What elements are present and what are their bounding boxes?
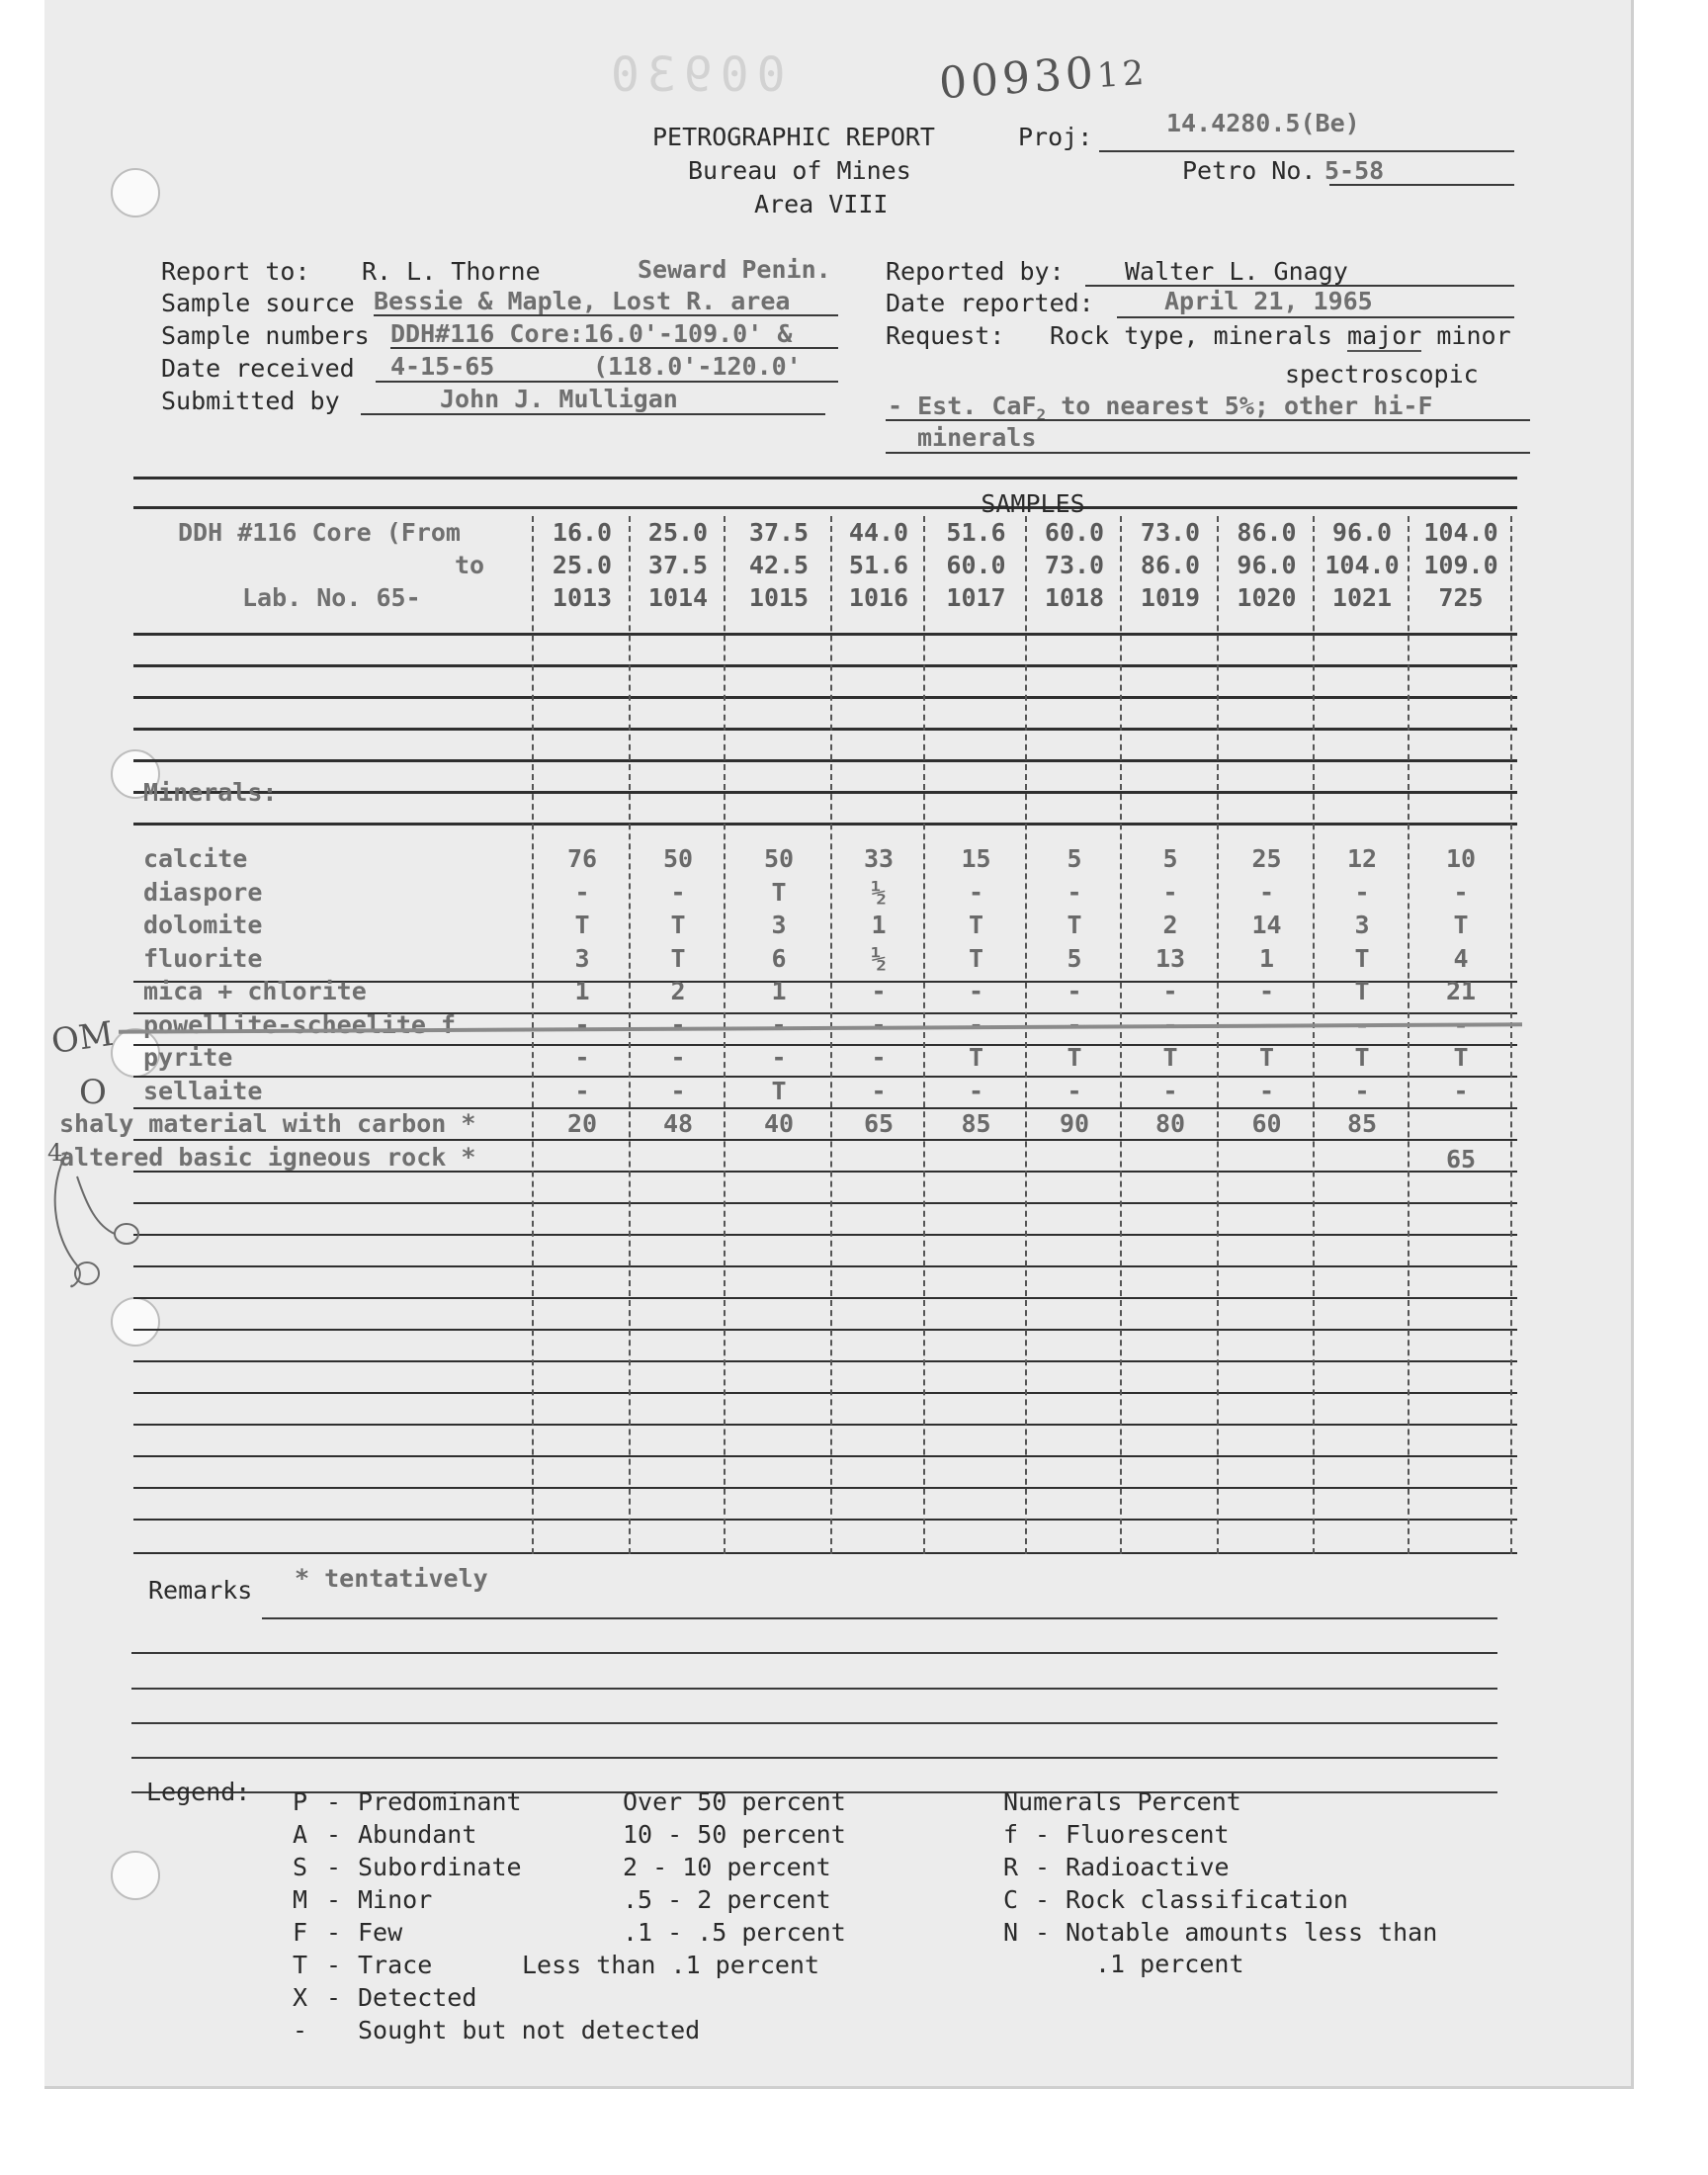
mineral-value: - bbox=[670, 877, 686, 907]
table-rule bbox=[133, 791, 1517, 794]
legend-dash: - bbox=[326, 1885, 342, 1914]
legend-right-code: C bbox=[1003, 1885, 1019, 1914]
mineral-value: 1 bbox=[574, 977, 590, 1005]
mineral-value: - bbox=[968, 1009, 984, 1039]
report-title: PETROGRAPHIC REPORT bbox=[652, 123, 935, 151]
remarks-line bbox=[131, 1688, 1497, 1690]
mineral-value: - bbox=[1453, 1009, 1469, 1039]
mineral-value: T bbox=[670, 911, 686, 939]
proj-label: Proj: bbox=[1018, 123, 1093, 151]
sample-lab-number: 1016 bbox=[848, 583, 909, 612]
table-rule bbox=[133, 1329, 1517, 1331]
mineral-value: T bbox=[574, 911, 590, 939]
table-rule bbox=[133, 1487, 1517, 1489]
request-note-part2: to nearest 5%; other hi-F bbox=[1046, 392, 1433, 420]
table-rule bbox=[133, 1202, 1517, 1204]
report-subtitle-bureau: Bureau of Mines bbox=[688, 156, 911, 185]
mineral-value: T bbox=[1162, 1043, 1178, 1072]
request-note-part1: - Est. CaF bbox=[888, 392, 1037, 420]
mineral-value: 14 bbox=[1251, 911, 1282, 939]
request-note-subscript: 2 bbox=[1036, 405, 1047, 424]
minerals-heading: Minerals: bbox=[143, 778, 278, 807]
submitted-by-label: Submitted by bbox=[161, 387, 340, 415]
mineral-value: - bbox=[1162, 1009, 1178, 1039]
mineral-value: T bbox=[771, 877, 787, 907]
legend-dash: - bbox=[326, 1853, 342, 1881]
sample-to-depth: 51.6 bbox=[848, 551, 909, 579]
date-received-range: (118.0'-120.0' bbox=[593, 352, 802, 381]
mineral-value: - bbox=[1162, 977, 1178, 1005]
sample-lab-number: 1020 bbox=[1237, 583, 1297, 612]
remarks-value: * tentatively bbox=[295, 1564, 488, 1593]
sample-from-depth: 51.6 bbox=[946, 518, 1006, 547]
doc-number-suffix: 12 bbox=[1095, 52, 1150, 97]
mineral-value: - bbox=[1162, 1076, 1178, 1105]
sample-numbers-underline bbox=[390, 347, 838, 349]
sample-to-depth: 60.0 bbox=[946, 551, 1006, 579]
legend-range: Less than .1 percent bbox=[522, 1951, 820, 1979]
mineral-value: 15 bbox=[961, 844, 991, 873]
mineral-value: 65 bbox=[863, 1109, 895, 1138]
date-received-underline bbox=[376, 381, 838, 383]
legend-dash: - bbox=[326, 1983, 342, 2012]
sample-source-label: Sample source bbox=[161, 289, 355, 317]
legend-code: A bbox=[293, 1820, 308, 1849]
sample-to-depth: 42.5 bbox=[748, 551, 810, 579]
report-to-label: Report to: bbox=[161, 257, 310, 286]
legend-right-name: Notable amounts less than bbox=[1066, 1918, 1438, 1947]
mineral-value: - bbox=[1067, 977, 1082, 1005]
mineral-value: - bbox=[574, 1009, 590, 1039]
table-rule bbox=[133, 1297, 1517, 1299]
table-rule bbox=[133, 1552, 1517, 1554]
legend-label: Legend: bbox=[146, 1778, 251, 1806]
mineral-value: 5 bbox=[1067, 943, 1082, 973]
legend-right-title: Numerals Percent bbox=[1003, 1787, 1241, 1816]
report-to-region: Seward Penin. bbox=[638, 255, 831, 284]
proj-underline bbox=[1099, 150, 1514, 152]
legend-code: F bbox=[293, 1918, 308, 1947]
reported-by-value: Walter L. Gnagy bbox=[1125, 257, 1348, 286]
mineral-value: - bbox=[1258, 977, 1275, 1005]
table-rule bbox=[133, 1265, 1517, 1267]
request-text-main: Rock type, minerals bbox=[1050, 321, 1332, 350]
mineral-value: ½ bbox=[871, 877, 887, 907]
sample-from-depth: 60.0 bbox=[1044, 518, 1105, 547]
mineral-name: pyrite bbox=[143, 1043, 233, 1072]
mineral-value: T bbox=[1453, 911, 1469, 939]
mineral-value: 60 bbox=[1251, 1109, 1282, 1138]
mineral-value: 1 bbox=[1258, 943, 1275, 973]
mineral-value: 80 bbox=[1154, 1109, 1186, 1138]
margin-note-4: 4 bbox=[47, 1139, 63, 1167]
mineral-value: - bbox=[1258, 1076, 1275, 1105]
date-received-label: Date received bbox=[161, 354, 355, 383]
mineral-value: 40 bbox=[763, 1109, 795, 1138]
mineral-value: 3 bbox=[1354, 911, 1370, 939]
sample-from-depth: 96.0 bbox=[1331, 518, 1393, 547]
mineral-value: - bbox=[1258, 877, 1275, 907]
doc-number-digits: 00930 bbox=[937, 47, 1099, 110]
mineral-value: - bbox=[968, 977, 984, 1005]
table-rule bbox=[133, 664, 1517, 667]
mineral-value: 6 bbox=[771, 943, 787, 973]
proj-value: 14.4280.5(Be) bbox=[1166, 109, 1360, 137]
mineral-name: shaly material with carbon * bbox=[59, 1109, 476, 1138]
legend-dash: - bbox=[326, 1918, 342, 1947]
date-reported-underline bbox=[1117, 316, 1514, 318]
sample-from-depth: 73.0 bbox=[1140, 518, 1201, 547]
mineral-value: T bbox=[1067, 911, 1082, 939]
remarks-line bbox=[131, 1722, 1497, 1724]
mineral-value: 12 bbox=[1346, 844, 1378, 873]
sample-to-depth: 25.0 bbox=[552, 551, 613, 579]
mineral-name: dolomite bbox=[143, 911, 263, 939]
legend-right-code: f bbox=[1003, 1820, 1019, 1849]
table-rule bbox=[133, 696, 1517, 699]
sample-to-depth: 86.0 bbox=[1140, 551, 1201, 579]
legend-dash: - bbox=[1035, 1853, 1051, 1881]
sample-to-depth: 73.0 bbox=[1044, 551, 1105, 579]
mineral-value: 2 bbox=[1162, 911, 1178, 939]
mineral-value: - bbox=[574, 1076, 590, 1105]
mineral-value: - bbox=[1162, 877, 1178, 907]
legend-range: Over 50 percent bbox=[623, 1787, 846, 1816]
table-rule bbox=[133, 1139, 1517, 1141]
mineral-name: diaspore bbox=[143, 877, 263, 907]
remarks-line bbox=[131, 1652, 1497, 1654]
legend-right-code: N bbox=[1003, 1918, 1019, 1947]
legend-right-name: Radioactive bbox=[1066, 1853, 1230, 1881]
request-note-underline-2 bbox=[886, 452, 1530, 454]
mineral-name: altered basic igneous rock * bbox=[59, 1142, 476, 1172]
legend-right-name: Rock classification bbox=[1066, 1885, 1348, 1914]
request-minor: minor bbox=[1436, 321, 1511, 350]
mineral-value: - bbox=[574, 877, 590, 907]
mineral-value: - bbox=[968, 1076, 984, 1105]
table-rule bbox=[133, 728, 1517, 731]
legend-code: X bbox=[293, 1983, 308, 2012]
mineral-value: 85 bbox=[961, 1109, 991, 1138]
legend-range: .1 - .5 percent bbox=[623, 1918, 846, 1947]
mineral-value: 1 bbox=[771, 977, 787, 1005]
report-to-value: R. L. Thorne bbox=[362, 257, 541, 286]
mineral-value: 21 bbox=[1445, 977, 1477, 1005]
margin-note-om: OM bbox=[48, 1013, 117, 1063]
mineral-value: T bbox=[1258, 1043, 1275, 1072]
legend-name: Abundant bbox=[358, 1820, 477, 1849]
request-text bbox=[1050, 321, 1511, 350]
legend-dash: - bbox=[326, 1951, 342, 1979]
mineral-value: - bbox=[968, 877, 984, 907]
mineral-value: - bbox=[1067, 877, 1082, 907]
mineral-value: T bbox=[1354, 1043, 1370, 1072]
row-to-label: to bbox=[455, 551, 485, 579]
mineral-value: T bbox=[771, 1076, 787, 1105]
mineral-value: - bbox=[1354, 1009, 1370, 1039]
mineral-value: 4 bbox=[1453, 943, 1469, 973]
legend-code: M bbox=[293, 1885, 308, 1914]
request-label: Request: bbox=[886, 321, 1005, 350]
mineral-value: 33 bbox=[863, 844, 895, 873]
sample-from-depth: 104.0 bbox=[1423, 518, 1498, 547]
mineral-value: 20 bbox=[566, 1109, 598, 1138]
submitted-by-value: John J. Mulligan bbox=[440, 385, 678, 413]
mineral-value: 3 bbox=[574, 943, 590, 973]
sample-to-depth: 37.5 bbox=[647, 551, 709, 579]
sample-lab-number: 1015 bbox=[748, 583, 810, 612]
mineral-value: 65 bbox=[1445, 1144, 1477, 1174]
legend-name: Minor bbox=[358, 1885, 433, 1914]
mineral-value: 10 bbox=[1445, 844, 1477, 873]
mineral-name: sellaite bbox=[143, 1076, 263, 1105]
remarks-line bbox=[262, 1617, 1497, 1619]
mineral-value: - bbox=[771, 1009, 787, 1039]
margin-note-o: O bbox=[79, 1073, 107, 1112]
legend-dash: - bbox=[326, 1787, 342, 1816]
mineral-value: 85 bbox=[1346, 1109, 1378, 1138]
legend-name: Predominant bbox=[358, 1787, 522, 1816]
samples-table bbox=[59, 477, 1517, 1554]
sample-to-depth: 109.0 bbox=[1423, 551, 1498, 579]
table-rule bbox=[133, 1234, 1517, 1236]
table-rule bbox=[133, 506, 1517, 509]
mineral-value: 3 bbox=[771, 911, 787, 939]
date-received-value: 4-15-65 bbox=[390, 352, 495, 381]
sample-to-depth: 96.0 bbox=[1237, 551, 1297, 579]
legend-code: S bbox=[293, 1853, 308, 1881]
samples-heading: SAMPLES bbox=[981, 489, 1085, 518]
mineral-value: 5 bbox=[1162, 844, 1178, 873]
mineral-value: - bbox=[871, 1076, 887, 1105]
mineral-value: T bbox=[1067, 1043, 1082, 1072]
legend-range: .5 - 2 percent bbox=[623, 1885, 831, 1914]
mineral-value: - bbox=[1067, 1076, 1082, 1105]
petro-value: 5-58 bbox=[1324, 156, 1385, 185]
sample-lab-number: 1019 bbox=[1140, 583, 1201, 612]
mineral-value: ½ bbox=[871, 943, 887, 973]
sample-numbers-label: Sample numbers bbox=[161, 321, 370, 350]
sample-lab-number: 725 bbox=[1438, 583, 1484, 612]
mineral-value: - bbox=[1067, 1009, 1082, 1039]
sample-from-depth: 44.0 bbox=[848, 518, 909, 547]
mineral-value: 25 bbox=[1251, 844, 1282, 873]
remarks-line bbox=[131, 1757, 1497, 1759]
table-rule bbox=[133, 823, 1517, 826]
mineral-value: - bbox=[871, 977, 887, 1005]
mineral-value: 2 bbox=[670, 977, 686, 1005]
table-rule bbox=[133, 1455, 1517, 1457]
report-subtitle-area: Area VIII bbox=[754, 190, 889, 218]
table-rule bbox=[133, 1392, 1517, 1394]
mineral-value: 13 bbox=[1154, 943, 1186, 973]
sample-from-depth: 16.0 bbox=[552, 518, 613, 547]
sample-from-depth: 25.0 bbox=[647, 518, 709, 547]
remarks-label: Remarks bbox=[148, 1576, 253, 1605]
table-rule bbox=[133, 759, 1517, 762]
petro-label: Petro No. bbox=[1182, 156, 1317, 185]
mineral-value: - bbox=[1453, 877, 1469, 907]
table-rule bbox=[133, 633, 1517, 636]
legend-name: Few bbox=[358, 1918, 403, 1947]
table-rule bbox=[133, 1424, 1517, 1426]
legend-dash: - bbox=[326, 1820, 342, 1849]
mineral-value: T bbox=[1354, 977, 1370, 1005]
submitted-by-underline bbox=[361, 413, 825, 415]
legend-name: Subordinate bbox=[358, 1853, 522, 1881]
mineral-value: - bbox=[871, 1009, 887, 1039]
sample-lab-number: 1014 bbox=[647, 583, 709, 612]
legend-name: Sought but not detected bbox=[358, 2016, 701, 2044]
mineral-value: - bbox=[1354, 1076, 1370, 1105]
mineral-value: 48 bbox=[662, 1109, 694, 1138]
request-spectroscopic: spectroscopic bbox=[1285, 360, 1479, 389]
legend-right-cont: .1 percent bbox=[1095, 1950, 1244, 1978]
margin-bracket-mark bbox=[47, 1147, 156, 1295]
mineral-value: - bbox=[670, 1009, 686, 1039]
legend-range: 10 - 50 percent bbox=[623, 1820, 846, 1849]
legend-code: P bbox=[293, 1787, 308, 1816]
legend-dash: - bbox=[1035, 1885, 1051, 1914]
legend-right-code: R bbox=[1003, 1853, 1019, 1881]
mineral-value: 90 bbox=[1059, 1109, 1090, 1138]
sample-numbers-value: DDH#116 Core:16.0'-109.0' & bbox=[390, 319, 793, 348]
mineral-value: - bbox=[1354, 877, 1370, 907]
legend-range: 2 - 10 percent bbox=[623, 1853, 831, 1881]
sample-from-depth: 37.5 bbox=[748, 518, 810, 547]
mineral-value: - bbox=[871, 1043, 887, 1072]
reported-by-label: Reported by: bbox=[886, 257, 1065, 286]
sample-lab-number: 1021 bbox=[1331, 583, 1393, 612]
legend-right-name: Fluorescent bbox=[1066, 1820, 1230, 1849]
mineral-value: - bbox=[1258, 1009, 1275, 1039]
date-reported-value: April 21, 1965 bbox=[1164, 287, 1373, 315]
table-rule bbox=[133, 1360, 1517, 1362]
legend-code: T bbox=[293, 1951, 308, 1979]
mineral-value: - bbox=[670, 1076, 686, 1105]
sample-source-value: Bessie & Maple, Lost R. area bbox=[374, 287, 791, 315]
binder-hole bbox=[111, 1851, 160, 1900]
mineral-value: 76 bbox=[566, 844, 598, 873]
mineral-value: T bbox=[1453, 1043, 1469, 1072]
mineral-name: calcite bbox=[143, 844, 248, 873]
mineral-value: T bbox=[670, 943, 686, 973]
mineral-value: T bbox=[968, 943, 984, 973]
mineral-name: powellite-scheelite f bbox=[143, 1009, 457, 1039]
faint-stamp-number: 00930 bbox=[603, 47, 786, 103]
mineral-name: mica + chlorite bbox=[143, 977, 367, 1005]
legend-dash: - bbox=[1035, 1918, 1051, 1947]
table-rule bbox=[133, 477, 1517, 479]
request-note-line2: minerals bbox=[917, 423, 1037, 452]
legend-code: - bbox=[293, 2016, 308, 2044]
mineral-value: T bbox=[968, 1043, 984, 1072]
mineral-value: T bbox=[1354, 943, 1370, 973]
petro-underline bbox=[1329, 184, 1514, 186]
row-from-label: DDH #116 Core (From bbox=[178, 518, 461, 547]
request-note-underline-1 bbox=[886, 419, 1530, 421]
row-lab-label: Lab. No. 65- bbox=[242, 583, 421, 612]
date-reported-label: Date reported: bbox=[886, 289, 1094, 317]
legend-name: Trace bbox=[358, 1951, 433, 1979]
table-rule bbox=[133, 1519, 1517, 1521]
binder-hole bbox=[111, 168, 160, 218]
legend-dash: - bbox=[1035, 1820, 1051, 1849]
sample-lab-number: 1017 bbox=[946, 583, 1006, 612]
mineral-value: - bbox=[670, 1043, 686, 1072]
mineral-value: - bbox=[1453, 1076, 1469, 1105]
mineral-name: fluorite bbox=[143, 943, 263, 973]
mineral-value: 1 bbox=[871, 911, 887, 939]
sample-lab-number: 1013 bbox=[552, 583, 613, 612]
mineral-value: - bbox=[771, 1043, 787, 1072]
sample-to-depth: 104.0 bbox=[1324, 551, 1400, 579]
mineral-value: 50 bbox=[763, 844, 795, 873]
mineral-value: 50 bbox=[662, 844, 694, 873]
legend-name: Detected bbox=[358, 1983, 477, 2012]
sample-source-underline bbox=[374, 314, 838, 316]
sample-lab-number: 1018 bbox=[1044, 583, 1105, 612]
mineral-value: 5 bbox=[1067, 844, 1082, 873]
mineral-value: T bbox=[968, 911, 984, 939]
sample-from-depth: 86.0 bbox=[1237, 518, 1297, 547]
mineral-value: - bbox=[574, 1043, 590, 1072]
request-major: major bbox=[1347, 321, 1422, 350]
